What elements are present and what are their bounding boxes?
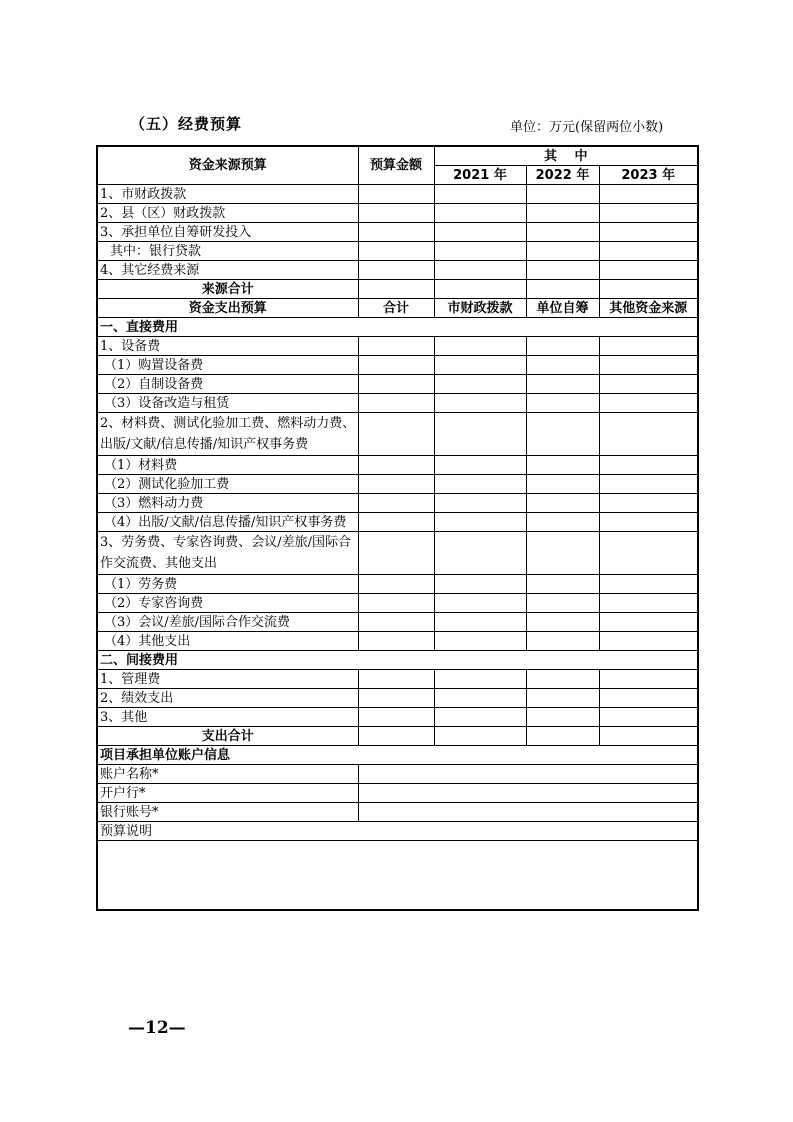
row-label: 3、劳务费、专家咨询费、会议/差旅/国际合作交流费、其他支出	[97, 532, 358, 575]
input-cell[interactable]	[599, 575, 698, 594]
input-cell[interactable]	[526, 613, 599, 632]
input-cell[interactable]	[526, 708, 599, 727]
input-cell[interactable]	[434, 613, 526, 632]
input-cell[interactable]	[434, 242, 526, 261]
input-cell[interactable]	[358, 532, 434, 575]
table-row	[97, 594, 698, 613]
input-cell[interactable]	[526, 261, 599, 280]
input-cell[interactable]	[526, 513, 599, 532]
bank-label: 开户行*	[97, 784, 358, 803]
table-row	[97, 356, 698, 375]
table-row	[97, 613, 698, 632]
input-cell[interactable]	[526, 532, 599, 575]
input-cell[interactable]	[358, 375, 434, 394]
row-label: 1、设备费	[97, 337, 358, 356]
input-cell[interactable]	[434, 223, 526, 242]
expense-total-label: 支出合计	[97, 727, 358, 746]
expense-budget-header: 资金支出预算	[97, 299, 358, 318]
input-cell[interactable]	[358, 204, 434, 223]
row-label: 3、承担单位自筹研发投入	[97, 223, 358, 242]
section-row	[97, 746, 698, 765]
input-cell[interactable]	[599, 689, 698, 708]
input-cell[interactable]	[434, 475, 526, 494]
input-cell[interactable]	[599, 513, 698, 532]
input-cell[interactable]	[526, 242, 599, 261]
row-label: 3、其他	[97, 708, 358, 727]
input-cell[interactable]	[434, 185, 526, 204]
input-cell[interactable]	[358, 670, 434, 689]
input-cell[interactable]	[358, 708, 434, 727]
total-header: 合计	[358, 299, 434, 318]
input-cell[interactable]	[358, 223, 434, 242]
account-name-label: 账户名称*	[97, 765, 358, 784]
of-which-header: 其 中	[434, 146, 698, 166]
input-cell[interactable]	[358, 185, 434, 204]
input-cell[interactable]	[526, 689, 599, 708]
budget-amount-header: 预算金额	[358, 146, 434, 185]
row-label: 1、市财政拨款	[97, 185, 358, 204]
input-cell[interactable]	[526, 356, 599, 375]
input-cell[interactable]	[358, 513, 434, 532]
row-label: 1、管理费	[97, 670, 358, 689]
account-info-title: 项目承担单位账户信息	[97, 746, 698, 765]
input-cell[interactable]	[434, 261, 526, 280]
row-label: 4、其它经费来源	[97, 261, 358, 280]
account-name-field[interactable]	[358, 765, 698, 784]
table-row	[97, 261, 698, 280]
table-row	[97, 632, 698, 651]
source-total-row	[97, 280, 698, 299]
input-cell[interactable]	[526, 594, 599, 613]
input-cell[interactable]	[526, 337, 599, 356]
year-header: 2022 年	[526, 166, 599, 185]
self-raised-header: 单位自筹	[526, 299, 599, 318]
table-row	[97, 394, 698, 413]
input-cell[interactable]	[526, 456, 599, 475]
input-cell[interactable]	[599, 475, 698, 494]
section-heading: （五）经费预算	[130, 115, 243, 133]
table-row	[97, 494, 698, 513]
budget-note-area-row	[97, 841, 698, 911]
input-cell[interactable]	[599, 494, 698, 513]
input-cell[interactable]	[434, 708, 526, 727]
account-row	[97, 803, 698, 822]
input-cell[interactable]	[526, 394, 599, 413]
input-cell[interactable]	[526, 670, 599, 689]
header-row	[97, 146, 698, 166]
row-label: （4）其他支出	[97, 632, 358, 651]
input-cell[interactable]	[358, 727, 434, 746]
bank-field[interactable]	[358, 784, 698, 803]
row-label: 2、绩效支出	[97, 689, 358, 708]
input-cell[interactable]	[434, 356, 526, 375]
city-fund-header: 市财政拨款	[434, 299, 526, 318]
input-cell[interactable]	[434, 280, 526, 299]
input-cell[interactable]	[434, 413, 526, 456]
table-row	[97, 456, 698, 475]
budget-note-field[interactable]	[97, 841, 698, 911]
input-cell[interactable]	[434, 689, 526, 708]
input-cell[interactable]	[599, 456, 698, 475]
input-cell[interactable]	[358, 242, 434, 261]
input-cell[interactable]	[599, 261, 698, 280]
source-budget-header: 资金来源预算	[97, 146, 358, 185]
row-label: （3）设备改造与租赁	[97, 394, 358, 413]
input-cell[interactable]	[358, 356, 434, 375]
year-header: 2021 年	[434, 166, 526, 185]
input-cell[interactable]	[358, 280, 434, 299]
table-row	[97, 185, 698, 204]
budget-note-label: 预算说明	[97, 822, 698, 841]
section-row	[97, 651, 698, 670]
other-source-header: 其他资金来源	[599, 299, 698, 318]
account-row	[97, 765, 698, 784]
direct-cost-title: 一、直接费用	[97, 318, 698, 337]
table-row	[97, 532, 698, 575]
table-row	[97, 475, 698, 494]
input-cell[interactable]	[599, 594, 698, 613]
table-row	[97, 223, 698, 242]
input-cell[interactable]	[599, 223, 698, 242]
input-cell[interactable]	[526, 475, 599, 494]
input-cell[interactable]	[599, 185, 698, 204]
table-row	[97, 670, 698, 689]
row-label: （1）材料费	[97, 456, 358, 475]
input-cell[interactable]	[526, 727, 599, 746]
input-cell[interactable]	[526, 575, 599, 594]
input-cell[interactable]	[599, 337, 698, 356]
year-header: 2023 年	[599, 166, 698, 185]
table-row	[97, 204, 698, 223]
table-row	[97, 575, 698, 594]
input-cell[interactable]	[599, 413, 698, 456]
input-cell[interactable]	[526, 632, 599, 651]
input-cell[interactable]	[358, 594, 434, 613]
input-cell[interactable]	[358, 632, 434, 651]
input-cell[interactable]	[526, 375, 599, 394]
row-label: 其中：银行贷款	[97, 242, 358, 261]
input-cell[interactable]	[526, 494, 599, 513]
table-row	[97, 413, 698, 456]
indirect-cost-title: 二、间接费用	[97, 651, 698, 670]
section-row	[97, 318, 698, 337]
input-cell[interactable]	[358, 689, 434, 708]
row-label: 2、材料费、测试化验加工费、燃料动力费、出版/文献/信息传播/知识产权事务费	[97, 413, 358, 456]
input-cell[interactable]	[599, 280, 698, 299]
row-label: （2）自制设备费	[97, 375, 358, 394]
input-cell[interactable]	[434, 632, 526, 651]
budget-note-row	[97, 822, 698, 841]
input-cell[interactable]	[526, 223, 599, 242]
table-row	[97, 513, 698, 532]
row-label: （4）出版/文献/信息传播/知识产权事务费	[97, 513, 358, 532]
unit-note: 单位：万元(保留两位小数)	[510, 120, 664, 135]
input-cell[interactable]	[358, 575, 434, 594]
table-row	[97, 242, 698, 261]
input-cell[interactable]	[434, 375, 526, 394]
input-cell[interactable]	[434, 337, 526, 356]
input-cell[interactable]	[434, 727, 526, 746]
table-row	[97, 708, 698, 727]
account-row	[97, 784, 698, 803]
table-row	[97, 689, 698, 708]
table-row	[97, 337, 698, 356]
input-cell[interactable]	[358, 494, 434, 513]
input-cell[interactable]	[434, 394, 526, 413]
page-number: —12—	[128, 1018, 186, 1038]
row-label: （2）专家咨询费	[97, 594, 358, 613]
input-cell[interactable]	[526, 204, 599, 223]
input-cell[interactable]	[599, 204, 698, 223]
input-cell[interactable]	[526, 280, 599, 299]
row-label: （2）测试化验加工费	[97, 475, 358, 494]
row-label: （3）燃料动力费	[97, 494, 358, 513]
account-number-label: 银行账号*	[97, 803, 358, 822]
expense-header-row	[97, 299, 698, 318]
row-label: （1）劳务费	[97, 575, 358, 594]
input-cell[interactable]	[358, 475, 434, 494]
input-cell[interactable]	[358, 456, 434, 475]
input-cell[interactable]	[599, 727, 698, 746]
input-cell[interactable]	[434, 494, 526, 513]
input-cell[interactable]	[434, 670, 526, 689]
input-cell[interactable]	[434, 532, 526, 575]
input-cell[interactable]	[599, 375, 698, 394]
expense-total-row	[97, 727, 698, 746]
row-label: （3）会议/差旅/国际合作交流费	[97, 613, 358, 632]
input-cell[interactable]	[434, 513, 526, 532]
input-cell[interactable]	[434, 204, 526, 223]
input-cell[interactable]	[599, 532, 698, 575]
input-cell[interactable]	[599, 394, 698, 413]
input-cell[interactable]	[358, 394, 434, 413]
input-cell[interactable]	[599, 670, 698, 689]
input-cell[interactable]	[526, 413, 599, 456]
account-number-field[interactable]	[358, 803, 698, 822]
input-cell[interactable]	[526, 185, 599, 204]
source-total-label: 来源合计	[97, 280, 358, 299]
input-cell[interactable]	[434, 594, 526, 613]
input-cell[interactable]	[599, 356, 698, 375]
row-label: 2、县（区）财政拨款	[97, 204, 358, 223]
input-cell[interactable]	[358, 261, 434, 280]
input-cell[interactable]	[358, 413, 434, 456]
budget-table	[96, 145, 699, 911]
input-cell[interactable]	[358, 337, 434, 356]
input-cell[interactable]	[358, 613, 434, 632]
input-cell[interactable]	[599, 708, 698, 727]
input-cell[interactable]	[434, 456, 526, 475]
table-row	[97, 375, 698, 394]
input-cell[interactable]	[599, 613, 698, 632]
row-label: （1）购置设备费	[97, 356, 358, 375]
input-cell[interactable]	[434, 575, 526, 594]
input-cell[interactable]	[599, 632, 698, 651]
input-cell[interactable]	[599, 242, 698, 261]
